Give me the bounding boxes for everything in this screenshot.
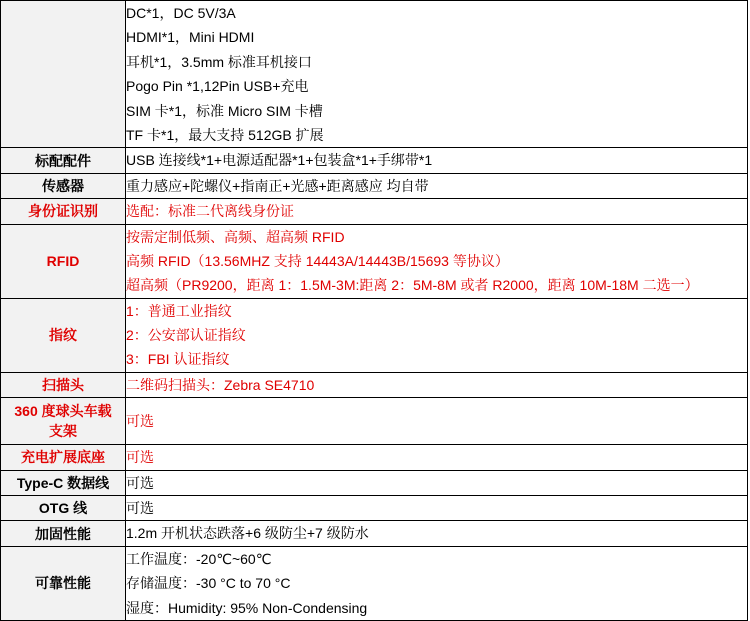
spec-label: Type-C 数据线: [1, 470, 126, 495]
spec-line: DC*1，DC 5V/3A: [126, 5, 236, 21]
spec-row-car-mount: [1, 398, 748, 445]
spec-label: 传感器: [1, 173, 126, 198]
spec-line: 超高频（PR9200，距离 1：1.5M-3M:距离 2：5M-8M 或者 R2000，距离 10M-18M 二选一）: [126, 277, 699, 294]
spec-value: [126, 224, 748, 298]
spec-label: 加固性能: [1, 521, 126, 546]
spec-label: [1, 1, 126, 148]
spec-value: [126, 173, 748, 198]
spec-value: [126, 546, 748, 620]
spec-line: 耳机*1，3.5mm 标准耳机接口: [126, 53, 312, 70]
spec-value: [126, 470, 748, 495]
spec-line: 3：FBI 认证指纹: [126, 351, 230, 368]
spec-line: TF 卡*1，最大支持 512GB 扩展: [126, 126, 324, 143]
spec-row-charging-dock: [1, 445, 748, 470]
spec-line: 按需定制低频、高频、超高频 RFID: [126, 228, 345, 245]
spec-line: 可选: [126, 474, 154, 491]
spec-row-rugged: [1, 521, 748, 546]
spec-label: 身份证识别: [1, 199, 126, 224]
spec-value: [126, 521, 748, 546]
spec-label-line: 360 度球头车载: [14, 403, 112, 420]
spec-value: [126, 445, 748, 470]
spec-label: OTG 线: [1, 496, 126, 521]
spec-line: 二维码扫描头：Zebra SE4710: [126, 376, 315, 393]
spec-line: HDMI*1，Mini HDMI: [126, 29, 255, 46]
spec-line: 可选: [126, 413, 154, 430]
spec-line: 1.2m 开机状态跌落+6 级防尘+7 级防水: [126, 525, 369, 542]
spec-line: 湿度：Humidity: 95% Non-Condensing: [126, 599, 368, 616]
spec-label-line: 支架: [49, 423, 77, 440]
spec-label: 充电扩展底座: [1, 445, 126, 470]
spec-row-sensors: [1, 173, 748, 198]
spec-row-interfaces: [1, 1, 748, 148]
spec-line: 存储温度：-30 °C to 70 °C: [126, 575, 291, 592]
spec-value: [126, 199, 748, 224]
spec-label: 可靠性能: [1, 546, 126, 620]
spec-row-fingerprint: [1, 298, 748, 372]
spec-line: Pogo Pin *1,12Pin USB+充电: [126, 78, 309, 95]
spec-row-scanner: [1, 372, 748, 397]
spec-row-typec: [1, 470, 748, 495]
spec-line: USB 连接线*1+电源适配器*1+包装盒*1+手绑带*1: [126, 152, 433, 169]
spec-row-rfid: [1, 224, 748, 298]
spec-label: 标配配件: [1, 148, 126, 173]
spec-label: [1, 398, 126, 445]
spec-line: 高频 RFID（13.56MHZ 支持 14443A/14443B/15693 等协议）: [126, 252, 509, 269]
spec-line: 选配：标准二代离线身份证: [126, 203, 294, 220]
spec-row-id-card: [1, 199, 748, 224]
spec-value: [126, 398, 748, 445]
spec-value: [126, 148, 748, 173]
spec-value: [126, 298, 748, 372]
spec-line: 工作温度：-20℃~60℃: [126, 550, 272, 567]
spec-line: 可选: [126, 500, 154, 517]
spec-value: [126, 1, 748, 148]
spec-label: 扫描头: [1, 372, 126, 397]
spec-label: RFID: [1, 224, 126, 298]
spec-line: SIM 卡*1，标准 Micro SIM 卡槽: [126, 102, 323, 119]
spec-value: [126, 372, 748, 397]
spec-row-accessories: [1, 148, 748, 173]
spec-row-reliability: [1, 546, 748, 620]
spec-label: 指纹: [1, 298, 126, 372]
spec-row-otg: [1, 496, 748, 521]
spec-line: 重力感应+陀螺仪+指南正+光感+距离感应 均自带: [126, 177, 429, 194]
spec-line: 2：公安部认证指纹: [126, 327, 246, 344]
spec-line: 可选: [126, 449, 154, 466]
spec-line: 1：普通工业指纹: [126, 302, 232, 319]
spec-value: [126, 496, 748, 521]
